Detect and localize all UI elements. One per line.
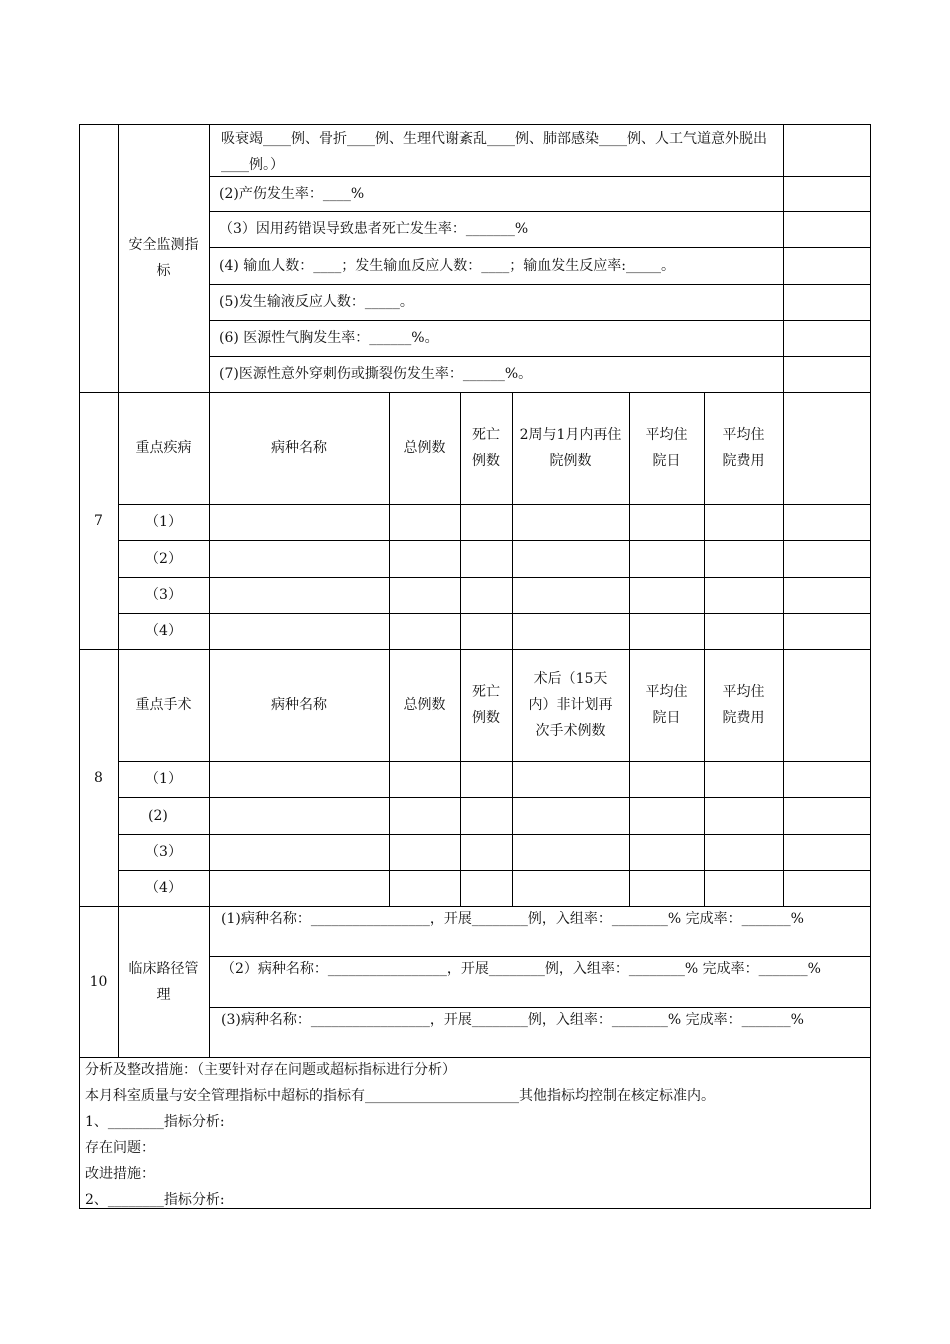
table-border (79, 124, 871, 125)
surgery-row-label: （3） (145, 844, 182, 860)
safety-row-2: （3）因用药错误导致患者死亡发生率：_______% (219, 221, 529, 237)
grid-line (118, 504, 871, 505)
grid-line (118, 613, 871, 614)
disease-row-label: （2） (145, 550, 182, 567)
analysis-block (85, 1057, 865, 1213)
analysis-line: 存在问题： (85, 1140, 155, 1156)
surgery-header-name: 病种名称 (271, 697, 327, 713)
pathway-row: （2）病种名称：_________________，开展________例，入组率：________% 完成率：_______% (221, 961, 821, 977)
surgery-header-cost: 平均住院费用 (722, 684, 765, 726)
quality-indicator-table (79, 124, 871, 1209)
grid-line (79, 392, 871, 393)
surgery-header-reop: 术后（15天内）非计划再次手术例数 (528, 671, 613, 739)
grid-line (209, 356, 871, 357)
grid-line (209, 1007, 871, 1008)
grid-line (629, 392, 630, 906)
disease-row-label: （4） (145, 623, 182, 639)
table-border (79, 124, 80, 1209)
grid-line (209, 176, 871, 177)
safety-row-4: (5)发生输液反应人数：_____。 (219, 294, 414, 310)
disease-header-name: 病种名称 (271, 440, 327, 456)
safety-row-0: 吸衰竭____例、骨折____例、生理代谢紊乱____例、肺部感染____例、人工气道意外脱出____例。） (221, 131, 767, 173)
table-border (870, 124, 871, 1209)
surgery-row-label: （1） (145, 771, 182, 787)
disease-row-label: （3） (145, 587, 182, 603)
safety-row-3: (4) 输血人数：____；发生输血反应人数：____；输血发生反应率:_____。 (219, 257, 675, 274)
safety-row-6: (7)医源性意外穿刺伤或撕裂伤发生率：______%。 (219, 366, 533, 382)
grid-line (118, 577, 871, 578)
grid-line (783, 124, 784, 906)
surgery-row-label: （4） (145, 880, 182, 896)
grid-line (79, 1057, 871, 1058)
table-border (79, 1208, 871, 1209)
grid-line (389, 392, 390, 906)
grid-line (118, 870, 871, 871)
disease-header-total: 总例数 (403, 440, 446, 456)
safety-label: 安全监测指标 (128, 237, 199, 279)
grid-line (209, 956, 871, 957)
grid-line (118, 834, 871, 835)
grid-line (704, 392, 705, 906)
analysis-line: 本月科室质量与安全管理指标中超标的指标有______________________其他指标均控制在核定标准内。 (85, 1088, 715, 1104)
safety-row-1: (2)产伤发生率：____% (219, 185, 365, 202)
disease-header-cost: 平均住院费用 (722, 427, 765, 469)
grid-line (209, 124, 210, 1057)
disease-label: 重点疾病 (135, 440, 192, 456)
grid-line (209, 284, 871, 285)
pathway-row: (3)病种名称：_________________，开展________例，入组率：________% 完成率：_______% (221, 1012, 804, 1028)
surgery-header-deaths: 死亡例数 (472, 684, 500, 726)
pathway-label: 临床路径管理 (128, 960, 199, 1003)
grid-line (460, 392, 461, 906)
surgery-header-total: 总例数 (403, 697, 446, 713)
surgery-label: 重点手术 (135, 697, 192, 713)
analysis-line: 1、________指标分析: (85, 1114, 225, 1130)
surgery-number: 8 (94, 769, 103, 786)
grid-line (118, 797, 871, 798)
disease-header-readmit: 2周与1月内再住院例数 (519, 427, 622, 469)
surgery-row-label: (2) (148, 807, 168, 824)
pathway-row: (1)病种名称：_________________，开展________例，入组率：________% 完成率：_______% (221, 911, 804, 927)
grid-line (79, 649, 871, 650)
grid-line (118, 761, 871, 762)
grid-line (209, 211, 871, 212)
grid-line (209, 247, 871, 248)
analysis-line: 2、________指标分析: (85, 1192, 225, 1208)
grid-line (512, 392, 513, 906)
grid-line (79, 906, 871, 907)
disease-header-los: 平均住院日 (645, 427, 688, 469)
grid-line (118, 540, 871, 541)
analysis-title: 分析及整改措施：（主要针对存在问题或超标指标进行分析） (85, 1062, 456, 1078)
surgery-header-los: 平均住院日 (645, 684, 688, 726)
grid-line (118, 124, 119, 1057)
safety-row-5: (6) 医源性气胸发生率：______%。 (219, 330, 439, 346)
disease-header-deaths: 死亡例数 (472, 427, 500, 469)
disease-number: 7 (94, 512, 103, 529)
analysis-line: 改进措施： (85, 1166, 155, 1182)
disease-row-label: （1） (145, 514, 182, 530)
grid-line (209, 320, 871, 321)
pathway-number: 10 (89, 973, 108, 990)
